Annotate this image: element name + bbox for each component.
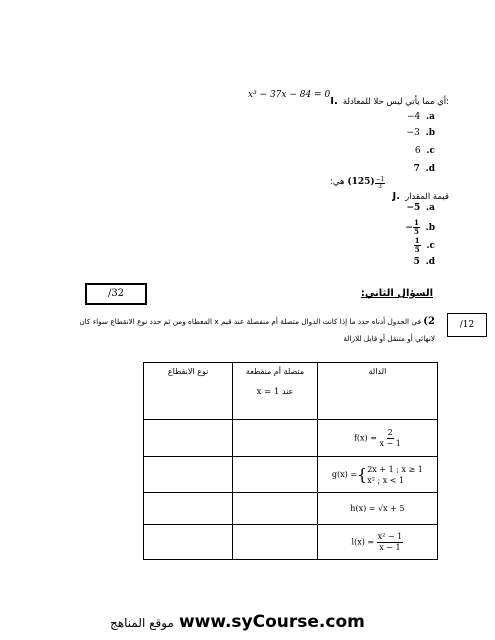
exponent-denominator: 3 [378,183,382,190]
option-sign: − [405,223,413,233]
question-j-option-d [414,257,435,267]
option-letter: .a [426,112,435,122]
header-x-value: x = 1 [256,387,280,397]
function-name: l(x) = [351,537,375,546]
piece-case-2: x² ; x < 1 [367,475,405,485]
continuity-cell[interactable] [233,525,318,560]
option-value: −5 [406,203,421,213]
header-function: الدالة [317,363,437,420]
option-value: 7 [413,164,420,174]
option-letter: .d [425,257,435,267]
question-i-equation: x³ − 37x − 84 = 0 [248,90,331,100]
option-letter: .d [425,164,435,174]
question-j-base: (125) [347,177,375,187]
function-denominator: x − 1 [379,542,401,552]
question-j-option-a [406,203,435,213]
table-row [144,420,438,457]
question-i-option-c [415,146,435,156]
function-cell-h: h(x) = √x + 5 [317,493,437,525]
section-title: السؤال الثاني: [360,288,433,299]
question-j-text: قيمة المقدار [405,192,449,202]
header-continuity-line2 [233,387,317,397]
type-cell[interactable] [144,525,233,560]
footer-url[interactable]: www.syCourse.com [178,612,365,632]
function-cell-g [317,457,437,493]
function-cell-f [317,420,437,457]
footer [110,612,365,632]
question-j-exponent [375,177,386,190]
table-header-row [144,363,438,420]
type-cell[interactable] [144,457,233,493]
function-cell-l [317,525,437,560]
option-value: −3 [406,128,420,138]
type-cell[interactable] [144,420,233,457]
question-j-letter: J. [392,191,400,202]
function-denominator: x − 1 [379,438,401,448]
function-numerator: x² − 1 [377,531,403,541]
brace-icon: { [357,464,368,484]
option-letter: .c [426,241,435,251]
question-i-option-a [407,112,435,122]
question-j-suffix: هي: [330,177,345,187]
option-value: 6 [414,146,421,156]
fraction-numerator: 1 [413,218,419,227]
question-j-option-c [414,237,435,254]
function-numerator: 2 [387,427,393,437]
option-value: 5 [413,257,420,267]
piece-case-1: 2x + 1 ; x ≥ 1 [367,464,423,474]
continuity-cell[interactable] [233,457,318,493]
function-name: g(x) = [331,469,358,479]
exponent-numerator: −1 [375,176,385,183]
header-discontinuity-type: نوع الانقطاع [144,363,233,420]
option-letter: .a [426,203,435,213]
header-at-label: عند [281,387,294,396]
fraction-denominator: 5 [413,227,419,236]
function-name: f(x) = [353,433,377,442]
question-i-header [330,89,449,108]
question-2-line2: لانهائي أو متنقل أو قابل للازالة [343,334,435,343]
question-i-option-d [414,164,435,174]
question-2-number: 2) [423,316,435,327]
option-letter: .b [425,128,435,138]
continuity-table [143,362,438,560]
table-row [144,493,438,525]
continuity-cell[interactable] [233,493,318,525]
option-value: −4 [407,112,421,122]
header-continuity-line1: متصلة أم منقطعة [245,367,305,376]
footer-arabic: موقع المناهج [110,616,174,630]
question-2-line1 [79,316,435,327]
continuity-cell[interactable] [233,420,318,457]
question-j-option-b [405,219,435,236]
option-letter: .b [425,223,435,233]
question-j-header [392,184,449,203]
question-2-text: في الجدول أدناه حدد ما إذا كانت الدوال متصلة أم منفصلة عند قيم x المعطاه ومن ثم حدد نوع الانقطاع سواء كان [79,317,421,326]
question-i-option-b [407,128,435,138]
fraction-numerator: 1 [414,236,420,245]
section-score-box: /32 [85,283,147,305]
fraction-denominator: 5 [414,245,420,254]
option-letter: .c [426,146,435,156]
table-row [144,525,438,560]
type-cell[interactable] [144,493,233,525]
question-j-expression [330,177,385,190]
question-i-letter: I. [330,96,338,107]
header-continuity [233,363,318,420]
table-row [144,457,438,493]
question-i-text: أي مما يأتي ليس حلا للمعادلة: [342,97,449,107]
question-2-score-box: /12 [447,313,487,337]
